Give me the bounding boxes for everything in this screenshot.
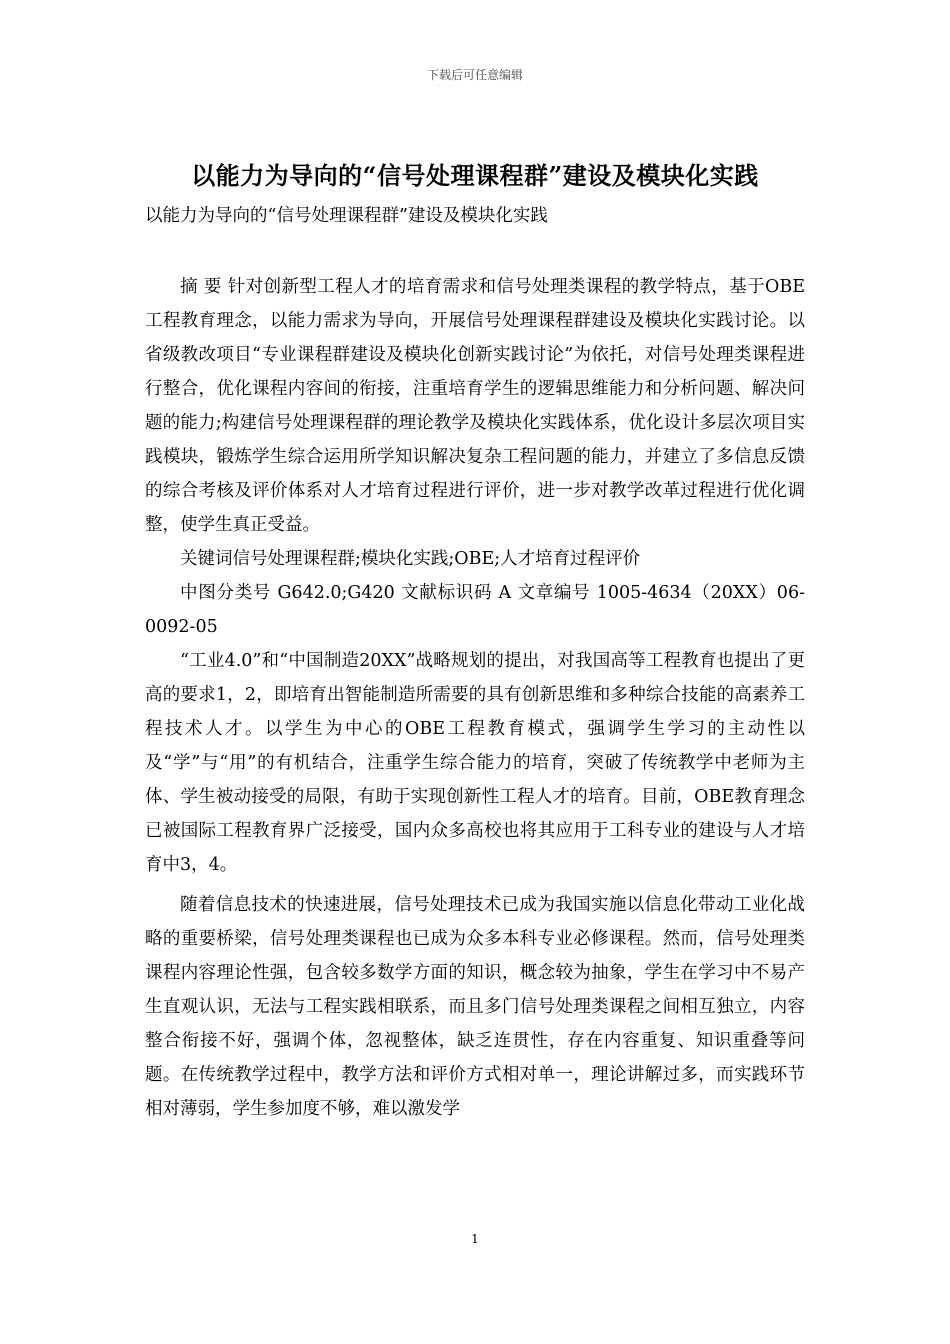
body-paragraph: 随着信息技术的快速进展，信号处理技术已成为我国实施以信息化带动工业化战略的重要桥梁，信号处理类课程也已成为众多本科专业必修课程。然而，信号处理类课程内容理论性强，包含较多数学方面的知识，概念较为抽象，学生在学习中不易产生直观认识，无法与工程实践相联系，而且多门信号处理类课程之间相互独立，内容整合衔接不好，强调个体，忽视整体，缺乏连贯性，存在内容重复、知识重叠等问题。在传统教学过程中，教学方法和评价方式相对单一，理论讲解过多，而实践环节相对薄弱，学生参加度不够，难以激发学 (145, 895, 805, 1119)
document-title: 以能力为导向的“信号处理课程群”建设及模块化实践 (191, 161, 759, 190)
document-body (145, 270, 805, 1126)
body-paragraph: “工业4.0”和“中国制造20XX”战略规划的提出，对我国高等工程教育也提出了更高的要求1，2，即培育出智能制造所需要的具有创新思维和多种综合技能的高素养工程技术人才。以学生为中心的OBE工程教育模式，强调学生学习的主动性以及“学”与“用”的有机结合，注重学生综合能力的培育，突破了传统教学中老师为主体、学生被动接受的局限，有助于实现创新性工程人才的培育。目前，OBE教育理念已被国际工程教育界广泛接受，国内众多高校也将其应用于工科专业的建设与人才培育中3，4。 (145, 651, 805, 875)
abstract-paragraph: 摘 要 针对创新型工程人才的培育需求和信号处理类课程的教学特点，基于OBE工程教育理念，以能力需求为导向，开展信号处理课程群建设及模块化实践讨论。以省级教改项目“专业课程群建设及模块化创新实践讨论”为依托，对信号处理类课程进行整合，优化课程内容间的衔接，注重培育学生的逻辑思维能力和分析问题、解决问题的能力;构建信号处理课程群的理论教学及模块化实践体系，优化设计多层次项目实践模块，锻炼学生综合运用所学知识解决复杂工程问题的能力，并建立了多信息反馈的综合考核及评价体系对人才培育过程进行评价，进一步对教学改革过程进行优化调整，使学生真正受益。 (145, 277, 805, 535)
page-header: 下载后可任意编辑 (426, 68, 523, 82)
classification-paragraph: 中图分类号 G642.0;G420 文献标识码 A 文章编号 1005-4634（20XX）06-0092-05 (145, 583, 805, 637)
document-subtitle: 以能力为导向的“信号处理课程群”建设及模块化实践 (145, 206, 548, 226)
page-number: 1 (471, 1232, 479, 1246)
keywords-paragraph: 关键词信号处理课程群;模块化实践;OBE;人才培育过程评价 (180, 549, 641, 569)
